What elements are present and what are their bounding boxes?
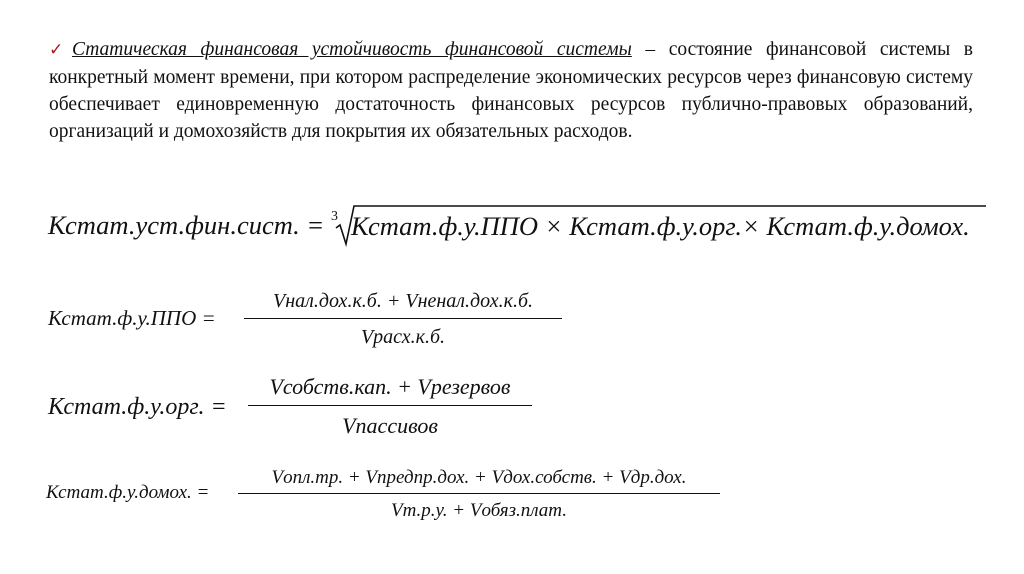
root-index: 3 [331, 209, 338, 224]
formula-ppo-fraction-bar [244, 318, 562, 319]
defined-term: Статическая финансовая устойчивость финансовой системы [71, 39, 632, 60]
checkmark-icon: ✓ [49, 40, 72, 60]
formula-ppo-lhs: Кстат.ф.у.ППО = [48, 306, 216, 330]
formula-org-fraction-bar [248, 405, 532, 406]
formula-domoh-lhs: Кстат.ф.у.домох. = [46, 482, 210, 503]
formula-org-numerator: Vсобств.кап. + Vрезервов [269, 374, 511, 399]
formula-main-radicand: Кстат.ф.у.ППО × Кстат.ф.у.орг.× Кстат.ф.у.домох. [351, 211, 970, 241]
formula-domoh-denominator: Vт.р.у. + Vобяз.плат. [390, 500, 568, 521]
formula-org-lhs: Кстат.ф.у.орг. = [48, 394, 227, 420]
definition-paragraph [49, 36, 973, 145]
formula-main-lhs: Кстат.уст.фин.сист. = [48, 210, 325, 240]
formula-domoh-fraction-bar [238, 493, 720, 494]
formula-ppo-denominator: Vрасх.к.б. [360, 326, 446, 348]
formula-domoh-numerator: Vопл.тр. + Vпредпр.дох. + Vдох.собств. + Vдр.дох. [271, 467, 687, 488]
definition-text: – состояние финансовой системы в конкретный момент времени, при котором распределение экономических ресурсов через финансовую систему обеспечивает единовременную достаточность финансовых ресурсов публично-правовых образований, организаций и домохозяйств для покрытия их обязательных расходов. [49, 39, 973, 142]
formula-org-denominator: Vпассивов [342, 413, 438, 438]
formula-ppo-numerator: Vнал.дох.к.б. + Vненал.дох.к.б. [272, 290, 534, 312]
